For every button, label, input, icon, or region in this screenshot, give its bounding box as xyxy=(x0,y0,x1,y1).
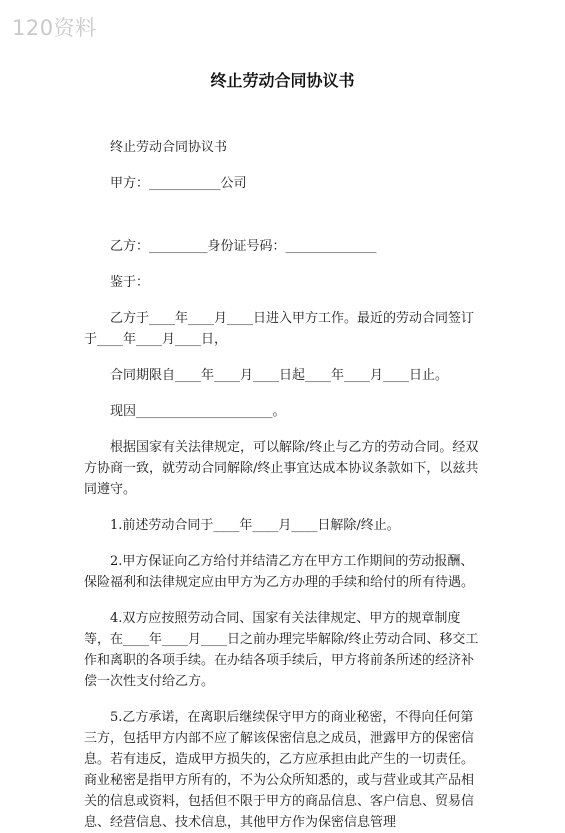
clause-1: 1.前述劳动合同于____年____月____日解除/终止。 xyxy=(110,518,400,533)
clause-5: 5.乙方承诺，在离职后继续保守甲方的商业秘密，不得向任何第三方，包括甲方内部不应了解该保密信息之成员，泄露甲方的保密信息。若有违反，造成甲方损失的，乙方应承担由此产生的一切责任。商业秘密是指甲方所有的，不为公众所知悉的，或与营业或其产品相关的信息或资料，包括但不限于甲方的商品信息、客户信息、贸易信息、经营信息、技术信息，其他甲方作为保密信息管理 xyxy=(84,710,475,830)
reason-paragraph: 现因_____________________。 xyxy=(110,404,286,419)
party-a-line: 甲方：___________公司 xyxy=(110,176,247,191)
legal-basis-paragraph: 根据国家有关法律规定，可以解除/终止与乙方的劳动合同。经双方协商一致，就劳动合同解除/终止事宜达成本协议条款如下，以兹共同遵守。 xyxy=(84,440,479,497)
document-body xyxy=(84,137,482,833)
employment-start-paragraph: 乙方于____年____月____日进入甲方工作。最近的劳动合同签订于____年____月____日， xyxy=(84,311,475,347)
clause-2: 2.甲方保证向乙方给付并结清乙方在甲方工作期间的劳动报酬、保险福利和法律规定应由甲方为乙方办理的手续和给付的所有待遇。 xyxy=(84,554,475,590)
page-title: 终止劳动合同协议书 xyxy=(210,71,355,90)
clause-4: 4.双方应按照劳动合同、国家有关法律规定、甲方的规章制度等，在____年____月____日之前办理完毕解除/终止劳动合同、移交工作和离职的各项手续。在办结各项手续后，甲方将前条所述的经济补偿一次性支付给乙方。 xyxy=(84,611,479,689)
contract-term-paragraph: 合同期限自____年____月____日起____年____月____日止。 xyxy=(110,368,449,383)
watermark-logo: 120资料 xyxy=(12,16,97,40)
party-b-line: 乙方：_________身份证号码：______________ xyxy=(110,239,377,254)
whereas-label: 鉴于： xyxy=(110,275,150,290)
doc-heading: 终止劳动合同协议书 xyxy=(110,140,228,155)
